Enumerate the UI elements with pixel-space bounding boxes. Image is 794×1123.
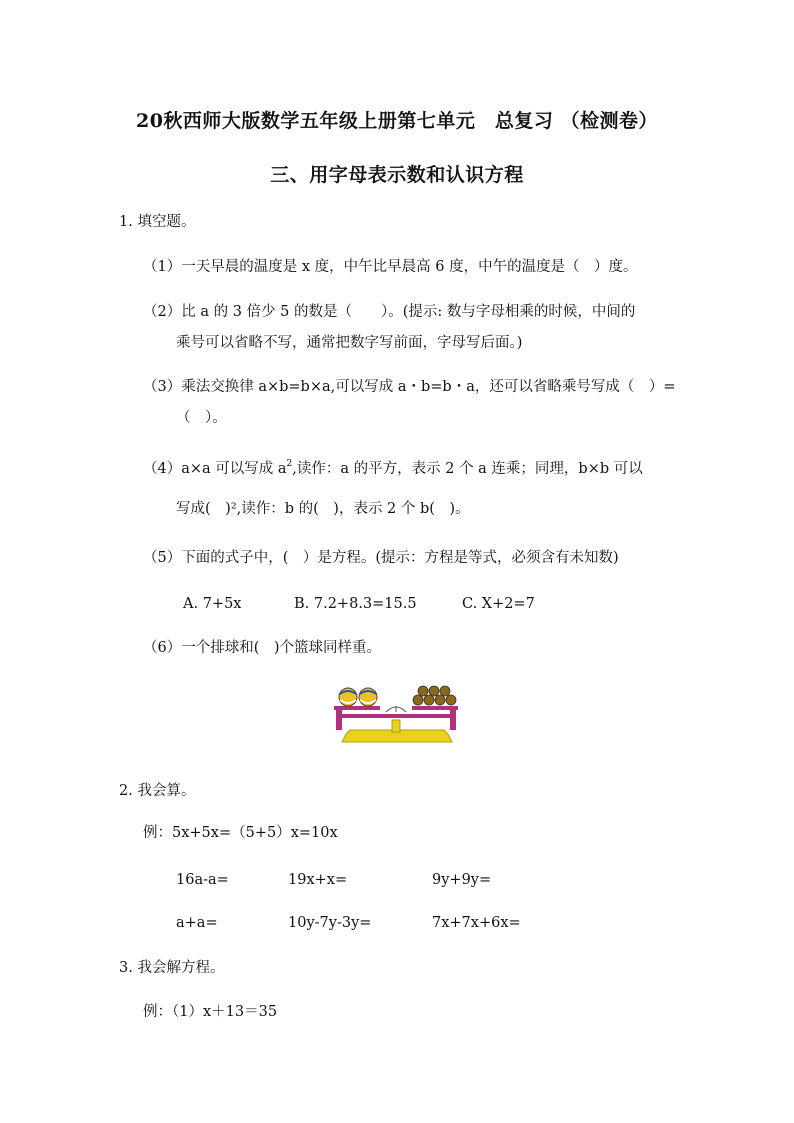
basketball-icon: [418, 686, 428, 696]
exercise-cell: 7x+7x+6x=: [432, 915, 521, 931]
question-1-4-line1: [143, 459, 643, 481]
exercise-cell: 19x+x=: [288, 872, 348, 888]
basketball-icon: [440, 686, 450, 696]
document-title: 20秋西师大版数学五年级上册第七单元 总复习 （检测卷）: [135, 110, 659, 132]
question-1-2-line2: 乘号可以省略不写，通常把数字写前面，字母写后面。): [176, 335, 523, 351]
basketball-icon: [424, 695, 434, 705]
section2-heading: 2. 我会算。: [119, 783, 196, 799]
section3-heading: 3. 我会解方程。: [119, 960, 225, 976]
question-1-3-line1: （3）乘法交换律 a×b=b×a,可以写成 a・b=b・a，还可以省略乘号写成（ ）=: [143, 379, 676, 395]
exercise-cell: 9y+9y=: [432, 872, 492, 888]
section2-example: 例：5x+5x=（5+5）x=10x: [143, 825, 338, 841]
question-1-5: （5）下面的式子中，( ）是方程。(提示：方程是等式，必须含有未知数): [143, 550, 619, 566]
question-1-2-line1: （2）比 a 的 3 倍少 5 的数是（ ）。(提示: 数与字母相乘的时候，中间的: [143, 304, 636, 320]
question-1-3-line2: （ ）。: [176, 410, 227, 426]
exercise-cell: a+a=: [176, 915, 218, 931]
basketball-icon: [446, 695, 456, 705]
right-arm: [450, 708, 456, 730]
exercise-cell: 16a-a=: [176, 872, 229, 888]
question-1-6: （6）一个排球和( )个篮球同样重。: [143, 640, 382, 656]
volleyball-icon: [339, 688, 357, 706]
document-subtitle: 三、用字母表示数和认识方程: [270, 164, 524, 186]
right-pan: [412, 706, 458, 710]
question-1-4-text-a: （4）a×a 可以写成 a: [143, 461, 287, 477]
exercise-cell: 10y-7y-3y=: [288, 915, 372, 931]
superscript-2: 2: [286, 459, 293, 469]
question-1-4-line2: 写成( )²,读作：b 的( )，表示 2 个 b( )。: [176, 501, 470, 517]
scale-stand: [392, 720, 400, 732]
left-arm: [336, 708, 342, 730]
section3-example: 例：（1）x＋13＝35: [143, 1004, 278, 1020]
balance-scale-image: [328, 684, 464, 750]
question-1-4-text-b: ,读作：a 的平方，表示 2 个 a 连乘；同理，b×b 可以: [292, 461, 643, 477]
left-pan: [334, 706, 380, 710]
section1-heading: 1. 填空题。: [119, 214, 196, 230]
scale-beam: [340, 714, 452, 718]
basketball-icon: [413, 695, 423, 705]
basketball-icon: [435, 695, 445, 705]
question-1-1: （1）一天早晨的温度是 x 度，中午比早晨高 6 度，中午的温度是（ ）度。: [143, 259, 638, 275]
option-c: C. X+2=7: [462, 596, 535, 612]
option-a: A. 7+5x: [183, 596, 242, 612]
volleyball-icon: [359, 688, 377, 706]
option-b: B. 7.2+8.3=15.5: [294, 596, 417, 612]
basketball-icon: [429, 686, 439, 696]
